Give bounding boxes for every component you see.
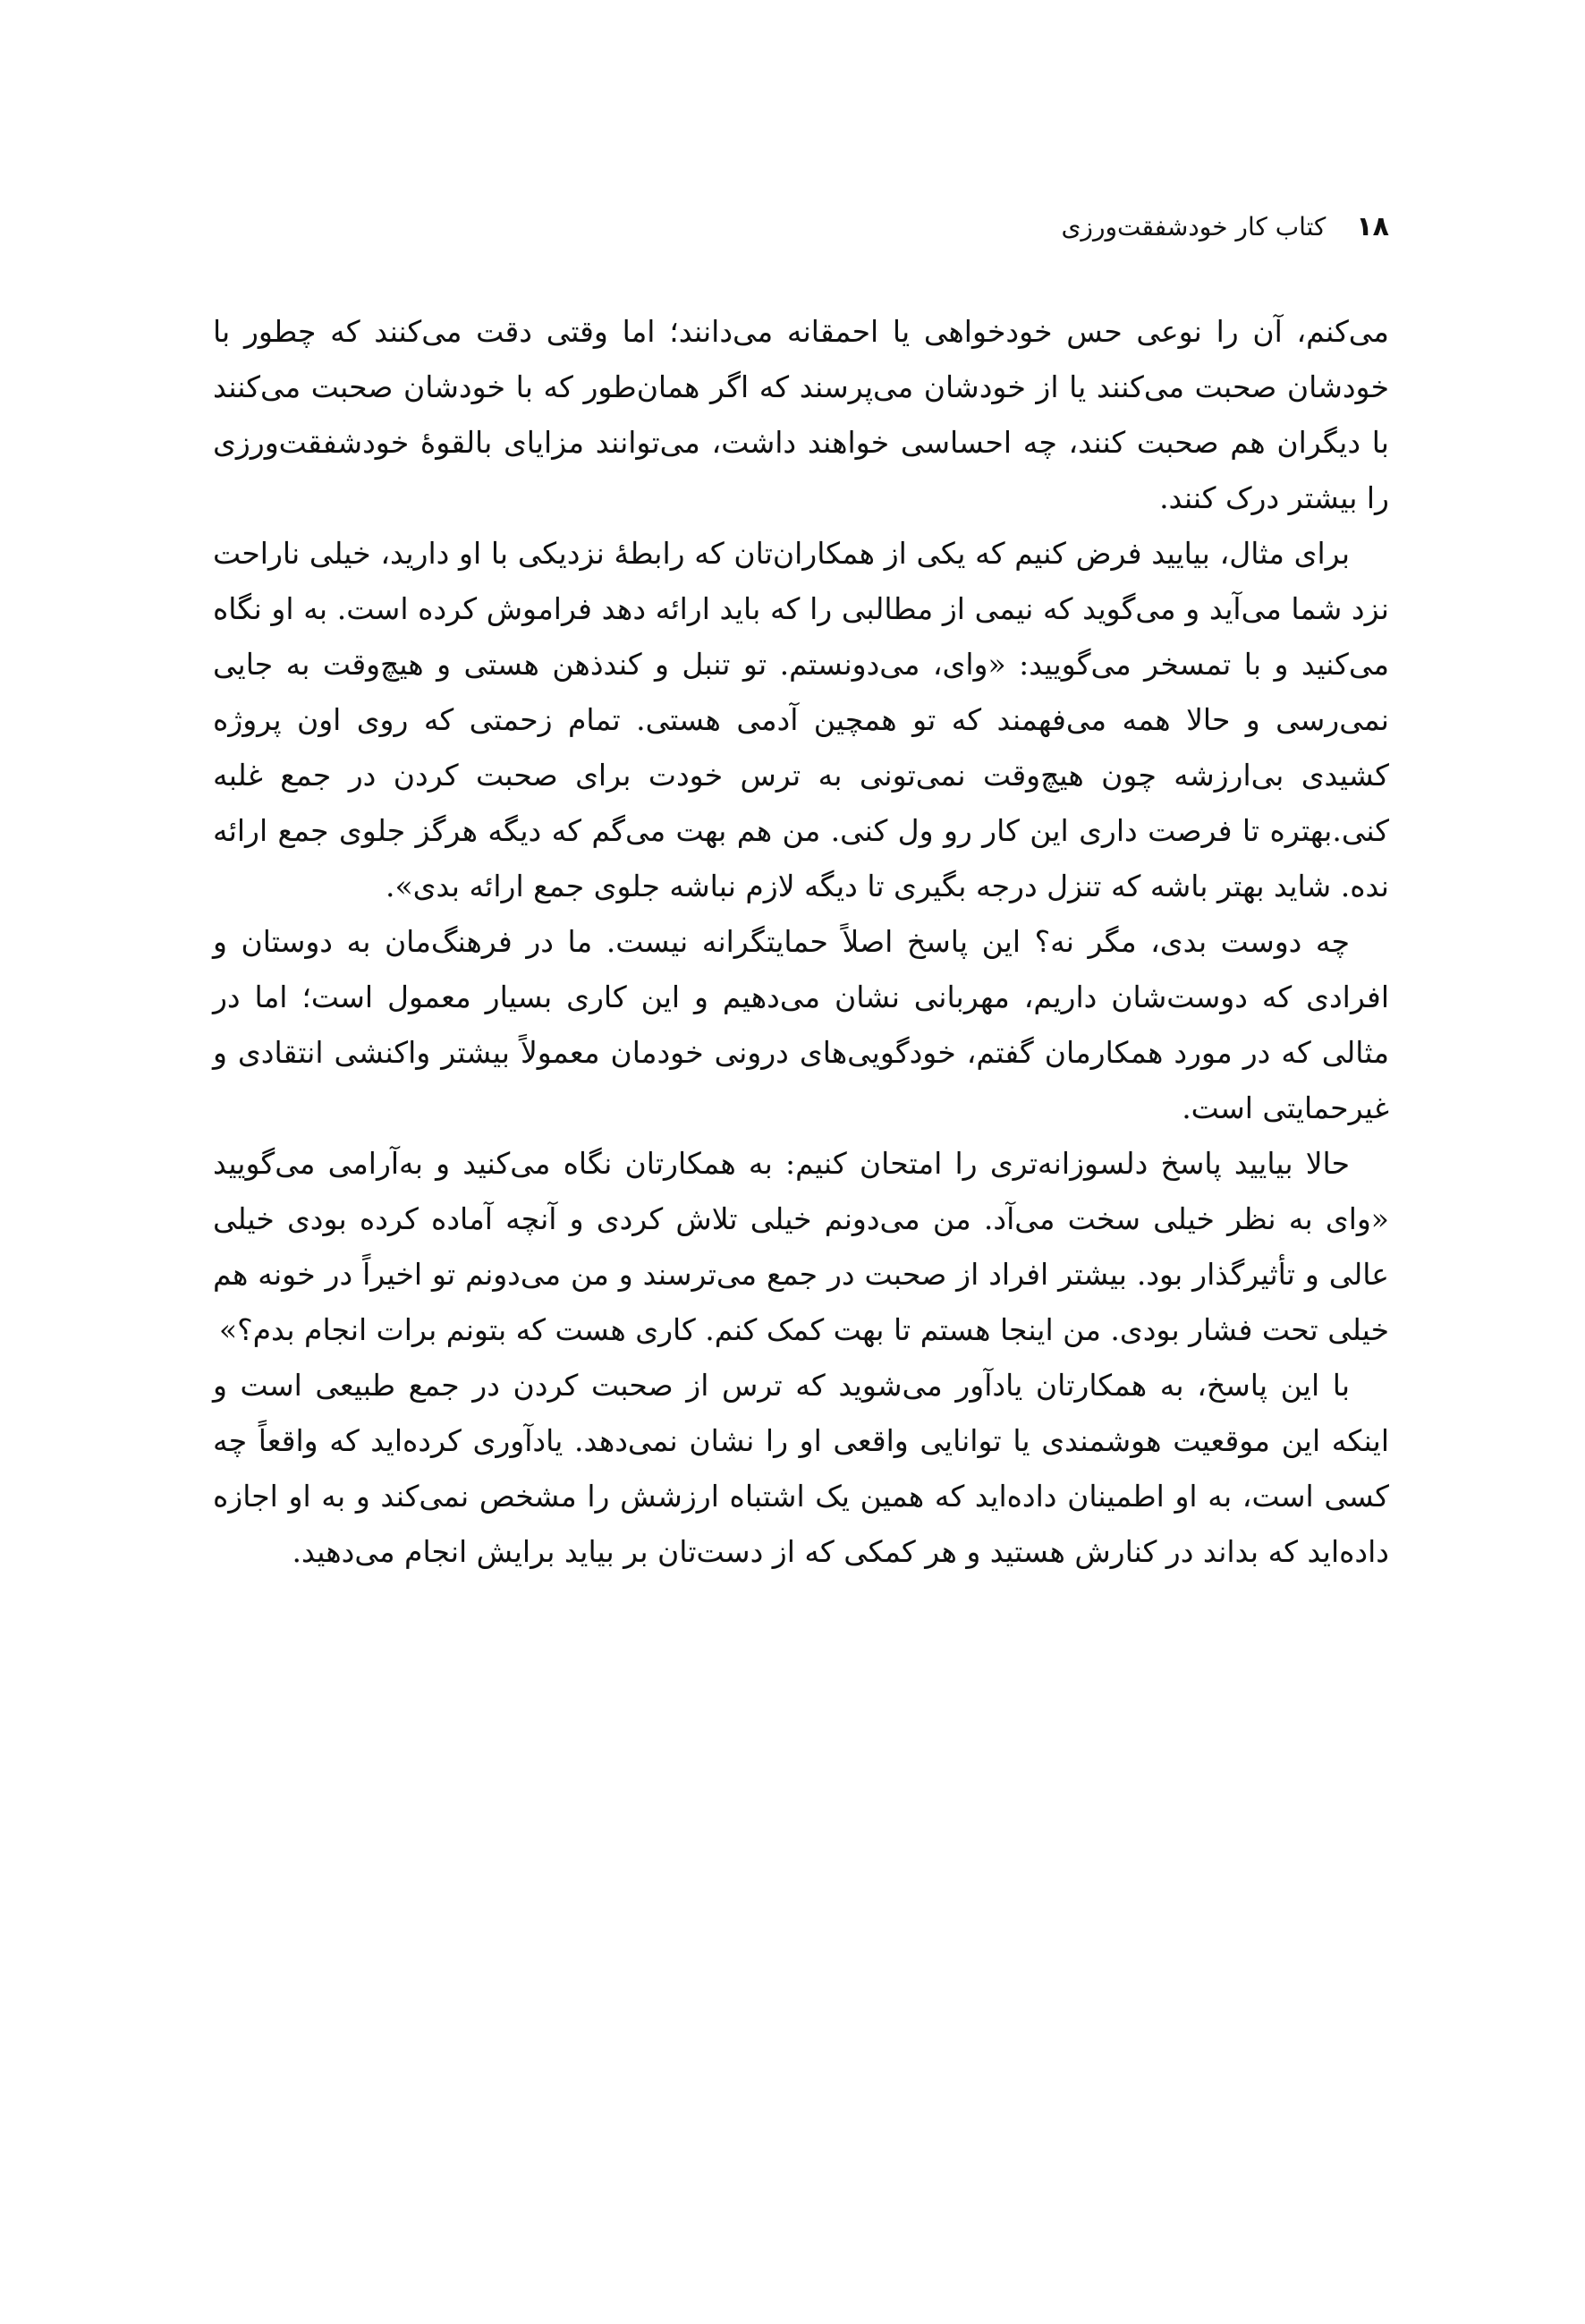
paragraph-3: چه دوست بدی، مگر نه؟ این پاسخ اصلاً حمایتگرانه نیست. ما در فرهنگ‌مان به دوستان و افرادی که دوست‌شان داریم، مهربانی نشان می‌دهیم و این کاری بسیار معمول است؛ اما در مثالی که در مورد همکارمان گفتم، خودگویی‌های درونی خودمان معمولاً بیشتر واکنشی انتقادی و غیرحمایتی است. — [213, 924, 1389, 1125]
paragraph-1: می‌کنم، آن را نوعی حس خودخواهی یا احمقانه می‌دانند؛ اما وقتی دقت می‌کنند که چطور با خودشان صحبت می‌کنند یا از خودشان می‌پرسند که اگر همان‌طور که با خودشان صحبت می‌کنند با دیگران هم صحبت کنند، چه احساسی خواهند داشت، می‌توانند مزایای بالقوهٔ خودشفقت‌ورزی را بیشتر درک کنند. — [213, 314, 1389, 515]
paragraph-2: برای مثال، بیایید فرض کنیم که یکی از همکاران‌تان که رابطهٔ نزدیکی با او دارید، خیلی ناراحت نزد شما می‌آید و می‌گوید که نیمی از مطالبی را که باید ارائه دهد فراموش کرده است. به او نگاه می‌کنید و با تمسخر می‌گویید: «وای، می‌دونستم. تو تنبل و کندذهن هستی و هیچ‌وقت به جایی نمی‌رسی و حالا همه می‌فهمند که تو همچین آدمی هستی. تمام زحمتی که روی اون پروژه کشیدی بی‌ارزشه چون هیچ‌وقت نمی‌تونی به ترس خودت برای صحبت کردن در جمع غلبه کنی.بهتره تا فرصت داری این کار رو ول کنی. من هم بهت می‌گم که دیگه هرگز جلوی جمع ارائه نده. شاید بهتر باشه که تنزل درجه بگیری تا دیگه لازم نباشه جلوی جمع ارائه بدی». — [213, 536, 1389, 903]
running-header — [1062, 211, 1389, 242]
body-text — [213, 304, 1389, 1580]
paragraph-5: با این پاسخ، به همکارتان یادآور می‌شوید که ترس از صحبت کردن در جمع طبیعی است و اینکه این موقعیت هوشمندی یا توانایی واقعی او را نشان نمی‌دهد. یادآوری کرده‌اید که واقعاً چه کسی است، به او اطمینان داده‌اید که همین یک اشتباه ارزشش را مشخص نمی‌کند و به او اجازه داده‌اید که بداند در کنارش هستید و هر کمکی که از دست‌تان بر بیاید برایش انجام می‌دهید. — [213, 1368, 1389, 1569]
book-title: کتاب کار خودشفقت‌ورزی — [1061, 212, 1326, 242]
page-number: ۱۸ — [1356, 211, 1389, 242]
paragraph-4: حالا بیایید پاسخ دلسوزانه‌تری را امتحان کنیم: به همکارتان نگاه می‌کنید و به‌آرامی می‌گویید «وای به نظر خیلی سخت می‌آد. من می‌دونم خیلی تلاش کردی و آنچه آماده کرده بودی خیلی عالی و تأثیرگذار بود. بیشتر افراد از صحبت در جمع می‌ترسند و من می‌دونم تو اخیراً در خونه هم خیلی تحت فشار بودی. من اینجا هستم تا بهت کمک کنم. کاری هست که بتونم برات انجام بدم؟» — [213, 1146, 1389, 1347]
